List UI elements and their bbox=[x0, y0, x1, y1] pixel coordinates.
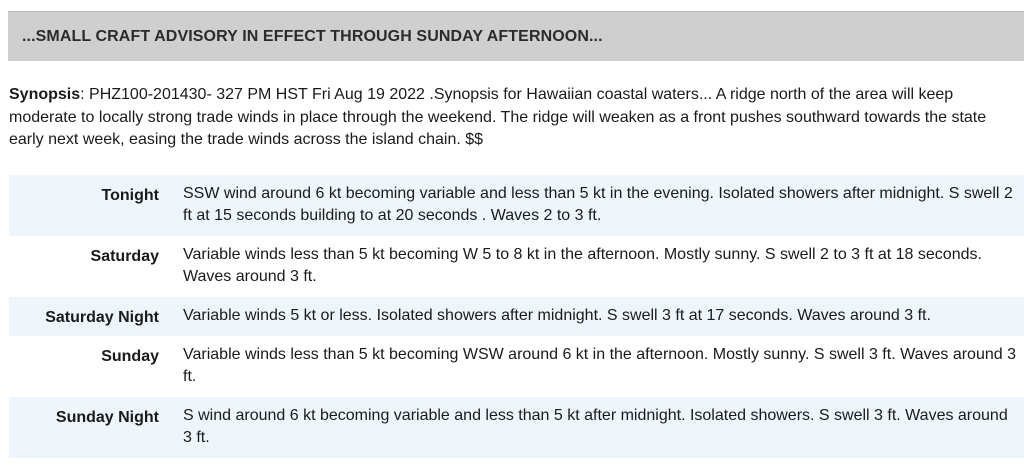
synopsis-paragraph bbox=[9, 84, 1014, 152]
forecast-table bbox=[9, 175, 1024, 458]
forecast-row-saturday-night bbox=[9, 297, 1024, 336]
synopsis-label: Synopsis bbox=[9, 86, 81, 103]
forecast-text: SSW wind around 6 kt becoming variable and less than 5 kt in the evening. Isolated showers after midnight. S swell 2 ft at 15 seconds building to at 20 seconds . Waves 2 to 3 ft. bbox=[183, 185, 1013, 224]
forecast-text: Variable winds less than 5 kt becoming WSW around 6 kt in the afternoon. Mostly sunny. S swell 3 ft. Waves around 3 ft. bbox=[183, 346, 1016, 385]
synopsis-text: : PHZ100-201430- 327 PM HST Fri Aug 19 2022 .Synopsis for Hawaiian coastal waters... A ridge north of the area will keep moderate to locally strong trade winds in place through the weekend. The ridge will weaken as a front pushes southward towards the state early next week, easing the trade winds across the island chain. $$ bbox=[9, 86, 987, 148]
advisory-banner bbox=[8, 11, 1024, 61]
forecast-period: Saturday Night bbox=[45, 309, 159, 326]
forecast-text: Variable winds less than 5 kt becoming W 5 to 8 kt in the afternoon. Mostly sunny. S swell 2 to 3 ft at 18 seconds. Waves around 3 ft. bbox=[183, 246, 982, 285]
page-top-strip bbox=[0, 0, 1024, 11]
advisory-headline: ...SMALL CRAFT ADVISORY IN EFFECT THROUGH SUNDAY AFTERNOON... bbox=[22, 27, 603, 45]
forecast-row-sunday-night bbox=[9, 397, 1024, 458]
forecast-period: Saturday bbox=[90, 248, 159, 265]
forecast-row-tonight bbox=[9, 175, 1024, 236]
forecast-row-sunday bbox=[9, 336, 1024, 397]
forecast-period: Tonight bbox=[101, 187, 159, 204]
forecast-period: Sunday bbox=[101, 348, 159, 365]
forecast-row-saturday bbox=[9, 236, 1024, 297]
forecast-text: Variable winds 5 kt or less. Isolated showers after midnight. S swell 3 ft at 17 seconds. Waves around 3 ft. bbox=[183, 307, 931, 324]
forecast-period: Sunday Night bbox=[55, 409, 159, 426]
forecast-text: S wind around 6 kt becoming variable and less than 5 kt after midnight. Isolated showers. S swell 3 ft. Waves around 3 ft. bbox=[183, 407, 1008, 446]
